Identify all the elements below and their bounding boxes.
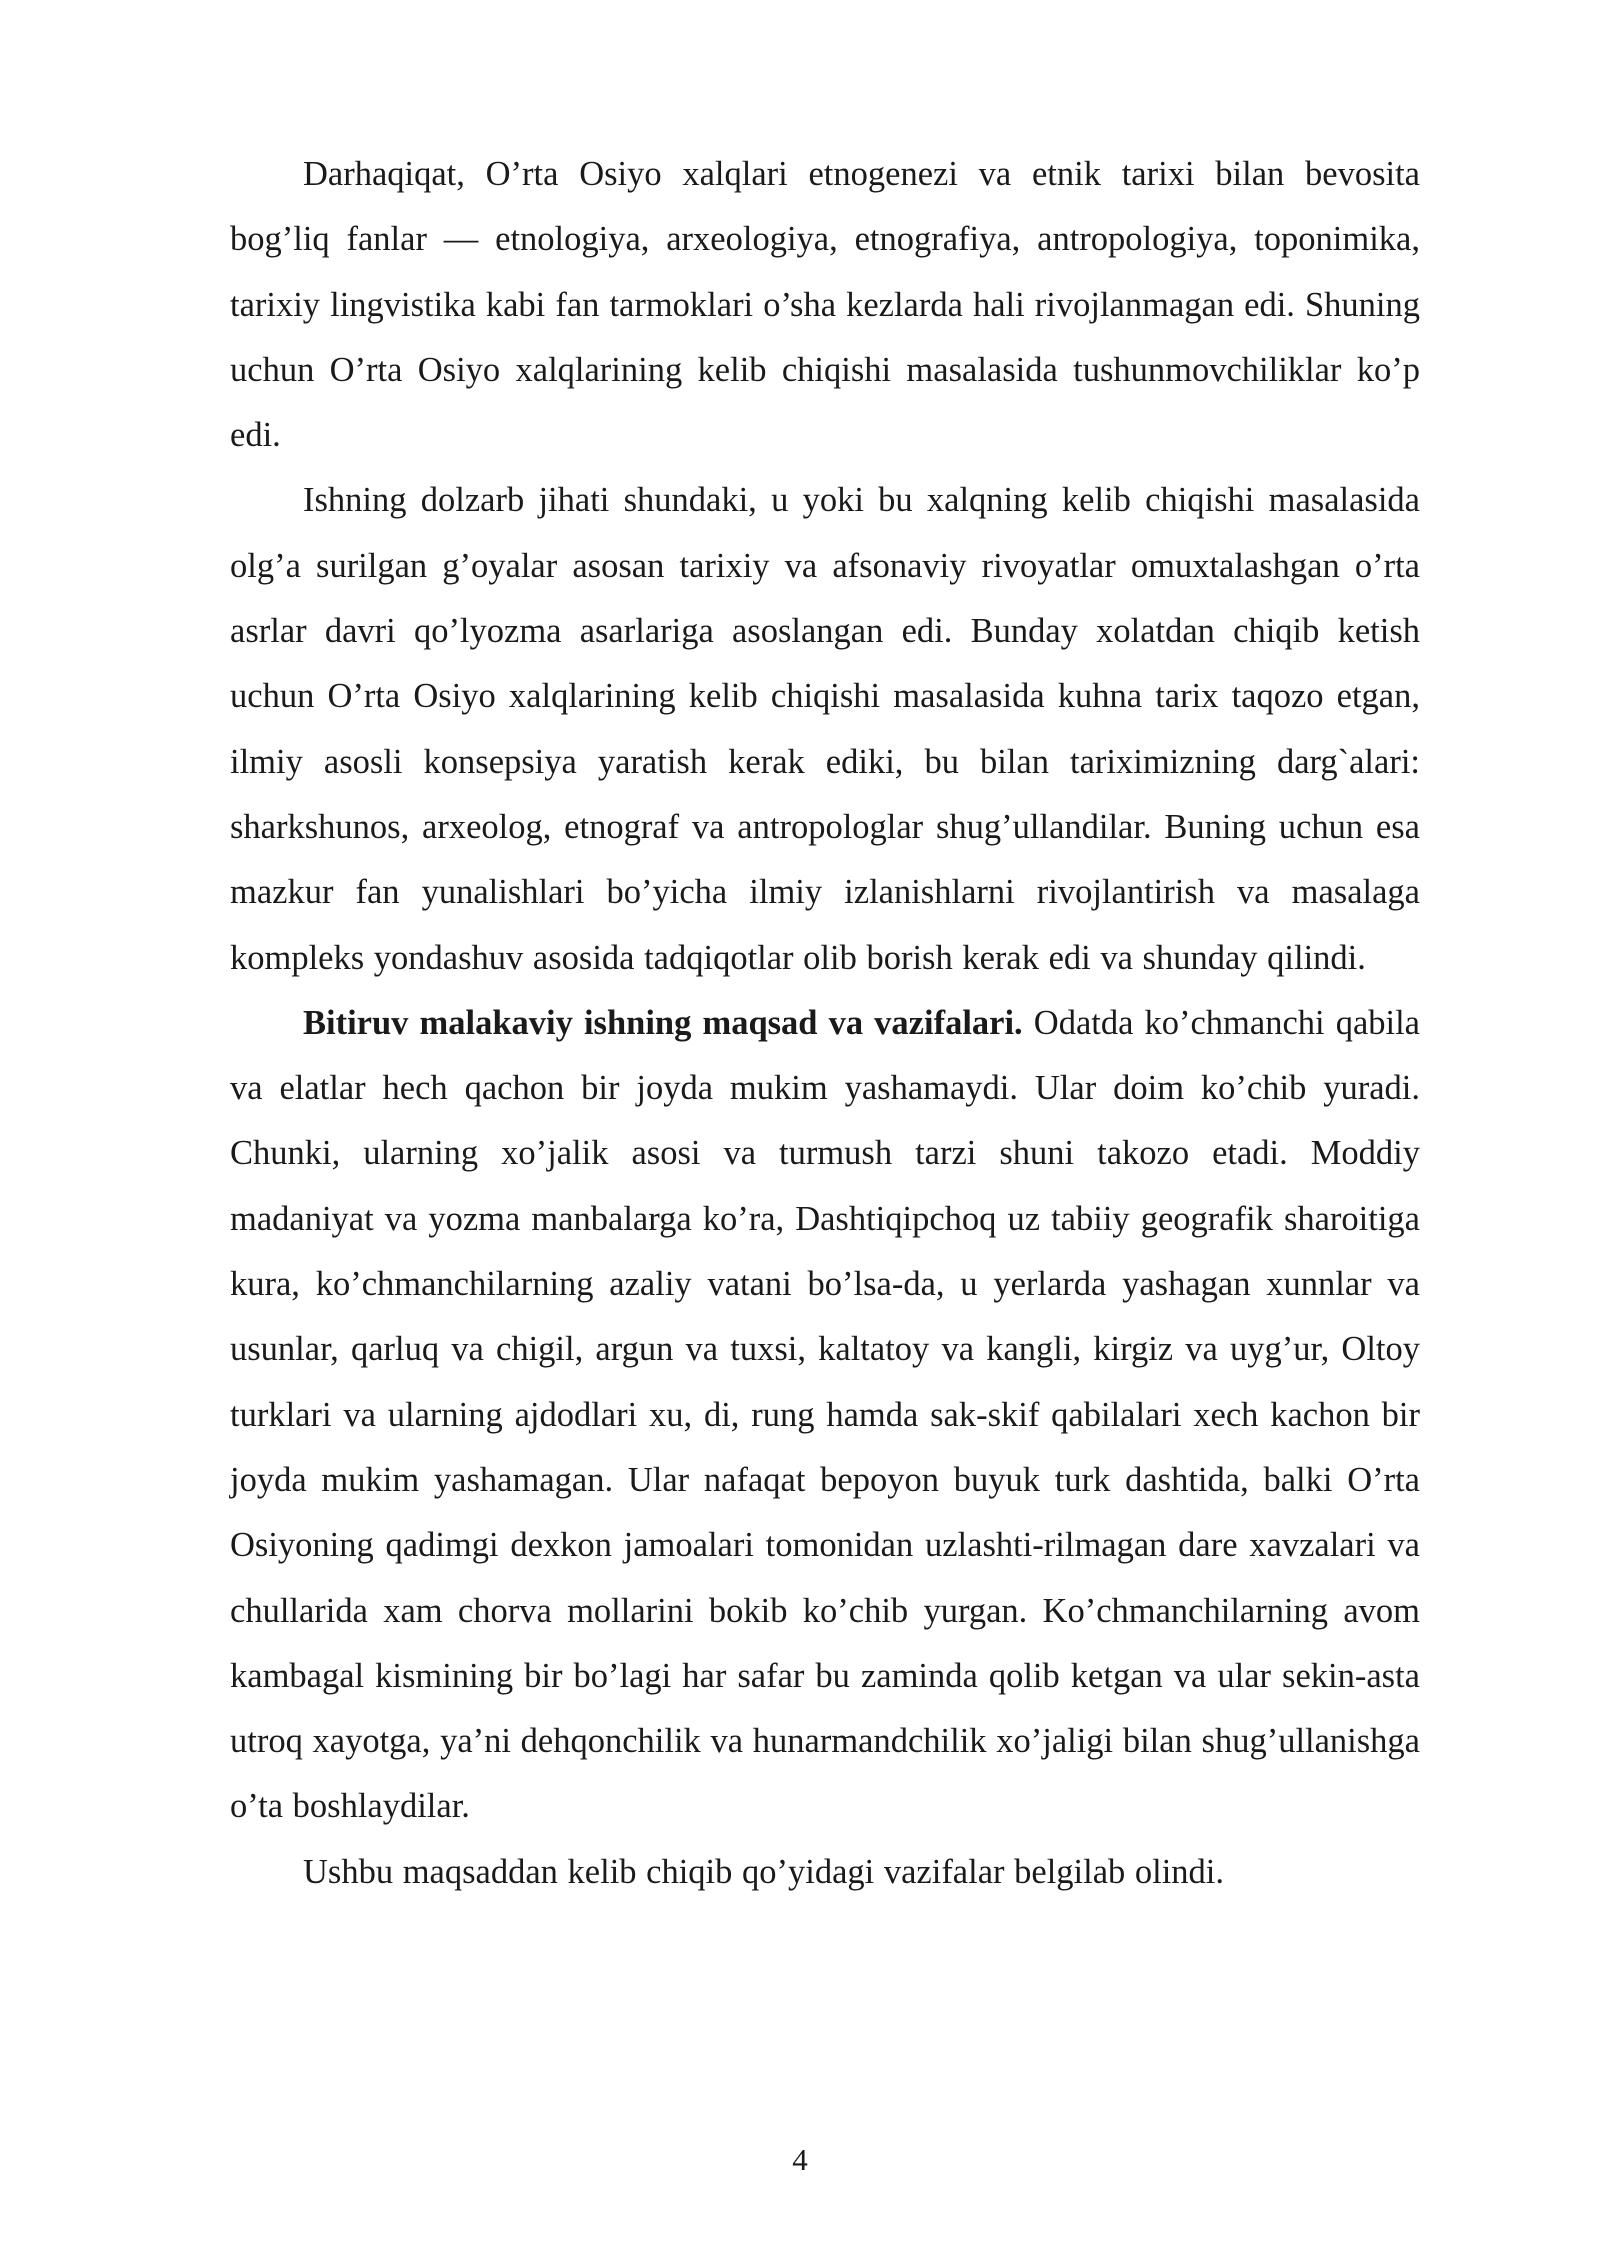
paragraph-1-text: Darhaqiqat, O’rta Osiyo xalqlari etnogenezi va etnik tarixi bilan bevosita bog’liq fanlar — etnologiya, arxeologiya, etnografiya, antropologiya, toponimika, tarixiy lingvistika kabi fan tarmoklari o’sha kezlarda hali rivojlanmagan edi. Shuning uchun O’rta Osiyo xalqlarining kelib chiqishi masalasida tushunmovchiliklar ko’p edi. [230, 155, 1420, 455]
paragraph-4 [230, 1840, 1420, 1905]
paragraph-3-lead-heading: Bitiruv malakaviy ishning maqsad va vazifalari. [303, 1003, 1023, 1042]
paragraph-3-text: Odatda ko’chmanchi qabila va elatlar hech qachon bir joyda mukim yashamaydi. Ular doim ko’chib yuradi. Chunki, ularning xo’jalik asosi va turmush tarzi shuni takozo etadi. Moddiy madaniyat va yozma manbalarga ko’ra, Dashtiqipchoq uz tabiiy geografik sharoitiga kura, ko’chmanchilarning azaliy vatani bo’lsa-da, u yerlarda yashagan xunnlar va usunlar, qarluq va chigil, argun va tuxsi, kaltatoy va kangli, kirgiz va uyg’ur, Oltoy turklari va ularning ajdodlari xu, di, rung hamda sak-skif qabilalari xech kachon bir joyda mukim yashamagan. Ular nafaqat bepoyon buyuk turk dashtida, balki O’rta Osiyoning qadimgi dexkon jamoalari tomonidan uzlashti-rilmagan dare xavzalari va chullarida xam chorva mollarini bokib ko’chib yurgan. Ko’chmanchilarning avom kambagal kismining bir bo’lagi har safar bu zaminda qolib ketgan va ular sekin-asta utroq xayotga, ya’ni dehqonchilik va hunarmandchilik xo’jaligi bilan shug’ullanishga o’ta boshlaydilar. [230, 1003, 1420, 1826]
paragraph-2-text: Ishning dolzarb jihati shundaki, u yoki bu xalqning kelib chiqishi masalasida olg’a surilgan g’oyalar asosan tarixiy va afsonaviy rivoyatlar omuxtalashgan o’rta asrlar davri qo’lyozma asarlariga asoslangan edi. Bunday xolatdan chiqib ketish uchun O’rta Osiyo xalqlarining kelib chiqishi masalasida kuhna tarix taqozo etgan, ilmiy asosli konsepsiya yaratish kerak ediki, bu bilan tariximizning darg`alari: sharkshunos, arxeolog, etnograf va antropologlar shug’ullandilar. Buning uchun esa mazkur fan yunalishlari bo’yicha ilmiy izlanishlarni rivojlantirish va masalaga kompleks yondashuv asosida tadqiqotlar olib borish kerak edi va shunday qilindi. [230, 481, 1420, 977]
page-number: 4 [792, 2142, 808, 2177]
paragraph-2 [230, 468, 1420, 990]
paragraph-3 [230, 991, 1420, 1840]
paragraph-1 [230, 142, 1420, 468]
paragraph-4-text: Ushbu maqsaddan kelib chiqib qo’yidagi vazifalar belgilab olindi. [303, 1852, 1225, 1891]
document-body [230, 142, 1420, 1905]
